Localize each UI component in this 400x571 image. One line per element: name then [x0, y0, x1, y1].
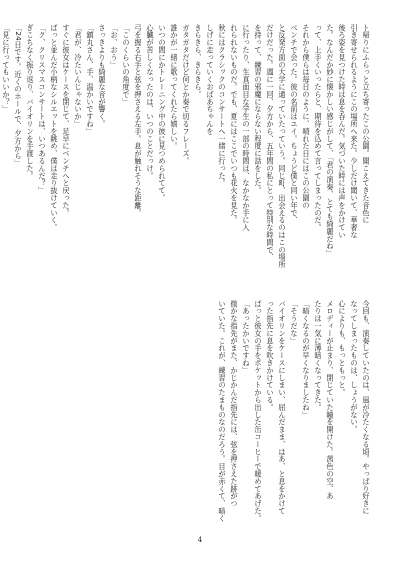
- text-column: きらきら、きらきら。: [194, 24, 203, 98]
- text-column: 「ク、クリスマスコンサートは、いつあるんだ？」: [38, 24, 47, 195]
- text-column: 「このくらいの角度で」: [122, 24, 131, 106]
- text-column: を持って、練習の邪魔にならない程度に話をした。: [254, 24, 263, 195]
- text-column: いつの間にかトレーニング中の彼に見つめられてて。: [158, 24, 167, 202]
- text-column: 引き寄せられるようにこの場所へ来た。少しだけ聞いて、華奢な: [350, 24, 359, 239]
- text-column: 「そうだな」: [290, 300, 299, 345]
- text-column: 「あったかいですね」: [242, 300, 251, 374]
- text-column: 微かな指先がまた、かじかんだ指先には、弦を押さえた跡がつ: [230, 300, 239, 508]
- text-column: それから僕らは毎日のように、晴れた日にはこの公園の: [302, 24, 311, 209]
- text-column: 心によりも、もっともっと。: [338, 300, 347, 397]
- text-column: と反発方面の大学に通っていたっていう。同じ町、出会えるのはこの場所: [278, 24, 287, 269]
- text-column: って、上手くいったらと、期待を込めて言ってしまったのだ。: [314, 24, 323, 232]
- text-column: 誰かが一緒に歌ってくれたら嬉しい。: [170, 24, 179, 150]
- text-column: に行ったり、生真面目な学生の一部の時間は、なかなか手に入: [242, 24, 251, 232]
- text-column: った指先に息を吹きかけている。: [266, 300, 275, 411]
- text-column: さっきよりも綺麗な音が響く。: [98, 24, 107, 128]
- text-column: 「暗くなるのが早くなりましたね」: [302, 300, 311, 419]
- text-column: 「見に行ってもいいか？」: [2, 24, 11, 113]
- text-column: メロディーが止まり、閉じていた瞳を開けた。茜色の空、あ: [326, 300, 335, 500]
- text-column: 「お、おう」: [110, 24, 119, 69]
- text-column: れられないものだ。でも、夏にはここでいつも花火を見た。: [230, 24, 239, 224]
- text-column: 後ろ姿を見つけた時は息を呑んだ。気づいた時には声をかけてい: [338, 24, 347, 239]
- text-column: 心臓が苦しくなったのは、いつのことだっけ。: [146, 24, 155, 180]
- text-column: ト帰りにふらっと立ち寄ったこの公園。聞こえてきた音色に: [362, 24, 371, 224]
- text-column: 「君が、冷たいんじゃないか」: [74, 24, 83, 128]
- text-column: ぱっと並んだ小柄なシルエットを眺め、僕は走り抜けていく。: [50, 24, 59, 232]
- text-column: た。なんだか妙に懐かしい感じがして、「君の演奏、とても綺麗だね」: [326, 24, 335, 258]
- text-column: いていた。これが、練習のたまものなのだろう。目が赤くて、暗く: [218, 300, 227, 522]
- text-column: なってしまったものは、しょうがない。: [350, 300, 359, 434]
- text-column: だけだった。週に一回、夕方から、五年間の私にとって特別な時間で、: [266, 24, 275, 261]
- text-column: バイオリンをケースにしまい、屈んだまま、はあ、と息をかけて: [278, 300, 287, 515]
- lower-text-block: [26, 300, 372, 532]
- text-column: 「鎮丸さん、手、温かいですね」: [86, 24, 95, 135]
- text-column: ぎこちなく振り返り、バイオリンを手渡した。: [26, 24, 35, 180]
- upper-text-block: [2, 24, 372, 286]
- text-column: 秋にはクラシックのコンサートへ一緒に行った。: [218, 24, 227, 187]
- text-column: しげに走っていくおばあちゃんを: [206, 24, 215, 135]
- text-column: 弓を握る右手と弦を押さえる左手。息が触れそうな距離。: [134, 24, 143, 217]
- page-number: 4: [197, 536, 203, 544]
- text-column: ガタガタだけど何とか奏で切るフレーズ。: [182, 24, 191, 165]
- text-column: たりは一気に薄暗くなってきた。: [314, 300, 323, 411]
- text-column: すぐに彼女はケースを閉じて、足早にベンチへと戻った。: [62, 24, 71, 217]
- text-column: 「24日です。近くのホールで、夕方から」: [14, 24, 23, 167]
- text-column: ベンチで会った。彼の名前はユイ。ちょうど僕と同い年で、: [290, 24, 299, 224]
- text-column: ぱっと彼女の手をポケットから出した缶コーヒーで暖めてあげた。: [254, 300, 263, 522]
- text-column: 今回も、演奏していたのは、風が冷たくなる頃。やっぱり好きに: [362, 300, 371, 515]
